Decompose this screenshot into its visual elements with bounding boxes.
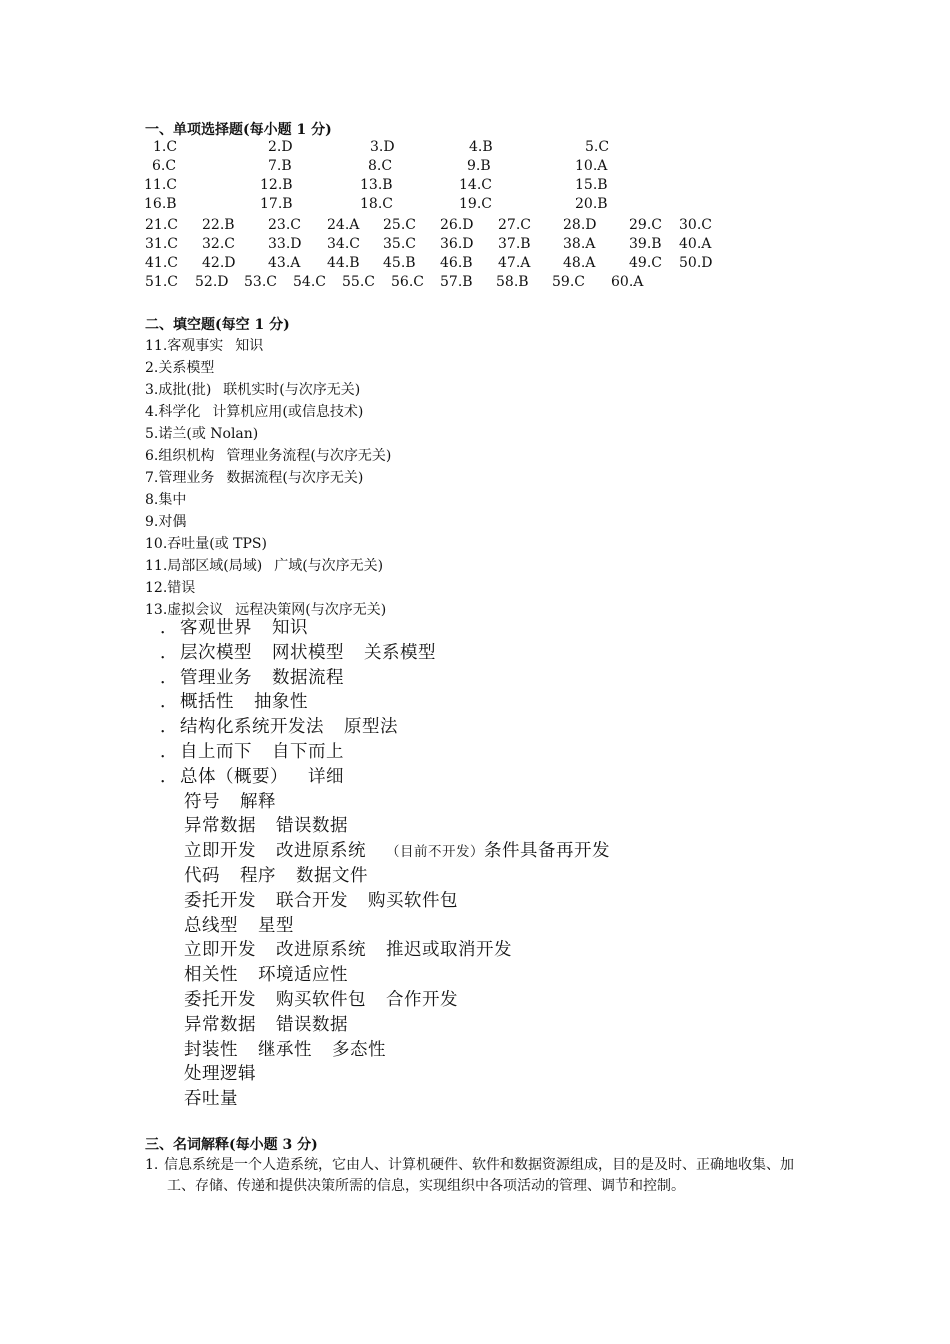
fill-in-item bbox=[145, 335, 263, 355]
mc-answer: 57.B bbox=[440, 274, 473, 290]
mc-answer: 29.C bbox=[629, 217, 662, 233]
extended-answer-item bbox=[184, 1036, 386, 1061]
extended-answer: 异常数据 bbox=[184, 816, 256, 836]
fill-in-answer: 9.对偶 bbox=[145, 514, 187, 530]
fill-in-answer: 知识 bbox=[235, 338, 264, 354]
mc-answer: 36.D bbox=[440, 236, 474, 252]
extended-answer: 多态性 bbox=[332, 1040, 386, 1060]
extended-answer: 错误数据 bbox=[276, 1015, 348, 1035]
fill-in-item bbox=[145, 357, 214, 377]
extended-answer: 推迟或取消开发 bbox=[386, 940, 512, 960]
extended-answer: 立即开发 bbox=[184, 841, 256, 861]
extended-answer: 抽象性 bbox=[254, 692, 308, 712]
bullet-mark: ． bbox=[160, 767, 178, 787]
mc-answer: 50.D bbox=[679, 255, 713, 271]
mc-answer: 53.C bbox=[244, 274, 277, 290]
extended-answer: 概括性 bbox=[180, 692, 234, 712]
extended-answer: 错误数据 bbox=[276, 816, 348, 836]
mc-answer: 20.B bbox=[575, 196, 608, 212]
mc-answer: 23.C bbox=[268, 217, 301, 233]
bullet-mark: ． bbox=[160, 643, 178, 663]
extended-answer: 环境适应性 bbox=[258, 965, 348, 985]
extended-answer-item bbox=[160, 664, 344, 689]
fill-in-answer: 5.诺兰(或 Nolan) bbox=[145, 426, 259, 442]
extended-answer: 改进原系统 bbox=[276, 940, 366, 960]
bullet-mark: ． bbox=[160, 692, 178, 712]
extended-answer: 数据文件 bbox=[296, 866, 368, 886]
mc-answer: 58.B bbox=[496, 274, 529, 290]
fill-in-item bbox=[145, 489, 186, 509]
mc-answer: 9.B bbox=[467, 158, 491, 174]
fill-in-answer: 远程决策网(与次序无关) bbox=[235, 602, 387, 618]
extended-answer: 网状模型 bbox=[272, 643, 344, 663]
mc-answer: 25.C bbox=[383, 217, 416, 233]
extended-answer-item bbox=[160, 763, 344, 788]
extended-answer: 继承性 bbox=[258, 1040, 312, 1060]
extended-answer-item bbox=[184, 1060, 256, 1085]
mc-answer: 6.C bbox=[152, 158, 177, 174]
extended-answer: 合作开发 bbox=[386, 990, 458, 1010]
fill-in-item bbox=[145, 577, 195, 597]
extended-answer: 关系模型 bbox=[364, 643, 436, 663]
extended-answer: 委托开发 bbox=[184, 990, 256, 1010]
extended-answer: 改进原系统 bbox=[276, 841, 366, 861]
mc-answer: 3.D bbox=[370, 139, 395, 155]
mc-answer: 32.C bbox=[202, 236, 235, 252]
extended-answer: 相关性 bbox=[184, 965, 238, 985]
extended-answer-item bbox=[160, 614, 308, 639]
mc-answer: 37.B bbox=[498, 236, 531, 252]
mc-answer: 40.A bbox=[679, 236, 712, 252]
fill-in-answer: 8.集中 bbox=[145, 492, 187, 508]
extended-answer: 管理业务 bbox=[180, 668, 252, 688]
mc-answer: 51.C bbox=[145, 274, 178, 290]
extended-answer-item bbox=[184, 812, 348, 837]
fill-in-item bbox=[145, 379, 360, 399]
extended-answer-item bbox=[160, 738, 344, 763]
extended-answer: 自下而上 bbox=[272, 742, 344, 762]
fill-in-answer: 数据流程(与次序无关) bbox=[226, 470, 364, 486]
mc-answer: 47.A bbox=[498, 255, 531, 271]
bullet-mark: ． bbox=[160, 618, 178, 638]
mc-answer: 13.B bbox=[360, 177, 393, 193]
mc-answer: 21.C bbox=[145, 217, 178, 233]
mc-answer: 15.B bbox=[575, 177, 608, 193]
mc-answer: 43.A bbox=[268, 255, 301, 271]
mc-answer: 39.B bbox=[629, 236, 662, 252]
extended-answer: 异常数据 bbox=[184, 1015, 256, 1035]
mc-answer: 5.C bbox=[585, 139, 610, 155]
extended-answer-item bbox=[184, 986, 458, 1011]
extended-answer-item bbox=[184, 887, 458, 912]
extended-answer: 联合开发 bbox=[276, 891, 348, 911]
extended-answer-item bbox=[184, 862, 368, 887]
mc-answer: 19.C bbox=[459, 196, 492, 212]
extended-answer: 封装性 bbox=[184, 1040, 238, 1060]
section2-title: 二、填空题(每空 1 分) bbox=[145, 317, 290, 333]
fill-in-item bbox=[145, 445, 391, 465]
extended-answer: 详细 bbox=[308, 767, 344, 787]
fill-in-answer: 3.成批(批) bbox=[145, 382, 212, 398]
extended-answer: 吞吐量 bbox=[184, 1089, 238, 1109]
fill-in-item bbox=[145, 533, 267, 553]
extended-answer-note: （目前不开发） bbox=[386, 844, 484, 860]
mc-answer: 46.B bbox=[440, 255, 473, 271]
mc-answer: 59.C bbox=[552, 274, 585, 290]
mc-answer: 4.B bbox=[469, 139, 493, 155]
fill-in-item bbox=[145, 467, 363, 487]
fill-in-item bbox=[145, 511, 186, 531]
fill-in-answer: 11.局部区域(局域) bbox=[145, 558, 263, 574]
extended-answer-item bbox=[184, 788, 276, 813]
mc-answer: 41.C bbox=[145, 255, 178, 271]
definition-item bbox=[145, 1155, 813, 1197]
mc-answer: 18.C bbox=[360, 196, 393, 212]
extended-answer: 知识 bbox=[272, 618, 308, 638]
section3-title: 三、名词解释(每小题 3 分) bbox=[145, 1137, 318, 1153]
extended-answer: 总体（概要） bbox=[180, 767, 288, 787]
mc-answer: 10.A bbox=[575, 158, 608, 174]
mc-answer: 48.A bbox=[563, 255, 596, 271]
mc-answer: 60.A bbox=[611, 274, 644, 290]
mc-answer: 44.B bbox=[327, 255, 360, 271]
extended-answer: 数据流程 bbox=[272, 668, 344, 688]
mc-answer: 2.D bbox=[268, 139, 293, 155]
mc-answer: 24.A bbox=[327, 217, 360, 233]
extended-answer: 购买软件包 bbox=[276, 990, 366, 1010]
bullet-mark: ． bbox=[160, 742, 178, 762]
extended-answer-item bbox=[184, 912, 294, 937]
fill-in-answer: 13.虚拟会议 bbox=[145, 602, 224, 618]
mc-answer: 22.B bbox=[202, 217, 235, 233]
mc-answer: 45.B bbox=[383, 255, 416, 271]
mc-answer: 35.C bbox=[383, 236, 416, 252]
fill-in-answer: 管理业务流程(与次序无关) bbox=[226, 448, 392, 464]
fill-in-answer: 广域(与次序无关) bbox=[274, 558, 384, 574]
mc-answer: 14.C bbox=[459, 177, 492, 193]
mc-answer: 7.B bbox=[268, 158, 292, 174]
mc-answer: 52.D bbox=[195, 274, 229, 290]
mc-answer: 42.D bbox=[202, 255, 236, 271]
fill-in-item bbox=[145, 555, 383, 575]
fill-in-answer: 4.科学化 bbox=[145, 404, 201, 420]
extended-answer: 程序 bbox=[240, 866, 276, 886]
fill-in-answer: 12.错误 bbox=[145, 580, 196, 596]
extended-answer-item bbox=[160, 713, 398, 738]
mc-answer: 16.B bbox=[144, 196, 177, 212]
fill-in-answer: 2.关系模型 bbox=[145, 360, 215, 376]
bullet-mark: ． bbox=[160, 717, 178, 737]
mc-answer: 30.C bbox=[679, 217, 712, 233]
extended-answer-item bbox=[184, 936, 512, 961]
fill-in-answer: 6.组织机构 bbox=[145, 448, 215, 464]
mc-answer: 1.C bbox=[153, 139, 178, 155]
extended-answer: 客观世界 bbox=[180, 618, 252, 638]
mc-answer: 8.C bbox=[368, 158, 393, 174]
mc-answer: 56.C bbox=[391, 274, 424, 290]
mc-answer: 12.B bbox=[260, 177, 293, 193]
fill-in-answer: 11.客观事实 bbox=[145, 338, 224, 354]
section1-title: 一、单项选择题(每小题 1 分) bbox=[145, 122, 332, 138]
mc-answer: 55.C bbox=[342, 274, 375, 290]
extended-answer-item bbox=[184, 1011, 348, 1036]
mc-answer: 27.C bbox=[498, 217, 531, 233]
definition-text: 信息系统是一个人造系统，它由人、计算机硬件、软件和数据资源组成，目的是及时、正确地收集、加工、存储、传递和提供决策所需的信息，实现组织中各项活动的管理、调节和控制。 bbox=[164, 1157, 794, 1194]
extended-answer: 处理逻辑 bbox=[184, 1064, 256, 1084]
mc-answer: 31.C bbox=[145, 236, 178, 252]
extended-answer: 自上而下 bbox=[180, 742, 252, 762]
bullet-mark: ． bbox=[160, 668, 178, 688]
mc-answer: 17.B bbox=[260, 196, 293, 212]
fill-in-item bbox=[145, 423, 258, 443]
mc-answer: 33.D bbox=[268, 236, 302, 252]
extended-answer: 代码 bbox=[184, 866, 220, 886]
extended-answer: 委托开发 bbox=[184, 891, 256, 911]
extended-answer: 购买软件包 bbox=[368, 891, 458, 911]
extended-answer: 结构化系统开发法 bbox=[180, 717, 324, 737]
fill-in-answer: 10.吞吐量(或 TPS) bbox=[145, 536, 267, 552]
mc-answer: 38.A bbox=[563, 236, 596, 252]
extended-answer: 总线型 bbox=[184, 916, 238, 936]
mc-answer: 34.C bbox=[327, 236, 360, 252]
fill-in-item bbox=[145, 401, 363, 421]
extended-answer-item bbox=[160, 688, 308, 713]
mc-answer: 11.C bbox=[144, 177, 177, 193]
extended-answer-item bbox=[160, 639, 436, 664]
fill-in-answer: 联机实时(与次序无关) bbox=[223, 382, 361, 398]
extended-answer-item bbox=[184, 1085, 238, 1110]
extended-answer: 星型 bbox=[258, 916, 294, 936]
extended-answer: 原型法 bbox=[344, 717, 398, 737]
fill-in-answer: 7.管理业务 bbox=[145, 470, 215, 486]
extended-answer: 解释 bbox=[240, 792, 276, 812]
definition-number: 1. bbox=[145, 1157, 159, 1173]
extended-answer-item bbox=[184, 961, 348, 986]
extended-answer: 层次模型 bbox=[180, 643, 252, 663]
mc-answer: 28.D bbox=[563, 217, 597, 233]
extended-answer-item bbox=[184, 837, 610, 862]
mc-answer: 54.C bbox=[293, 274, 326, 290]
extended-answer: 符号 bbox=[184, 792, 220, 812]
extended-answer: 条件具备再开发 bbox=[484, 841, 610, 861]
extended-answer: 立即开发 bbox=[184, 940, 256, 960]
mc-answer: 26.D bbox=[440, 217, 474, 233]
mc-answer: 49.C bbox=[629, 255, 662, 271]
fill-in-answer: 计算机应用(或信息技术) bbox=[212, 404, 364, 420]
